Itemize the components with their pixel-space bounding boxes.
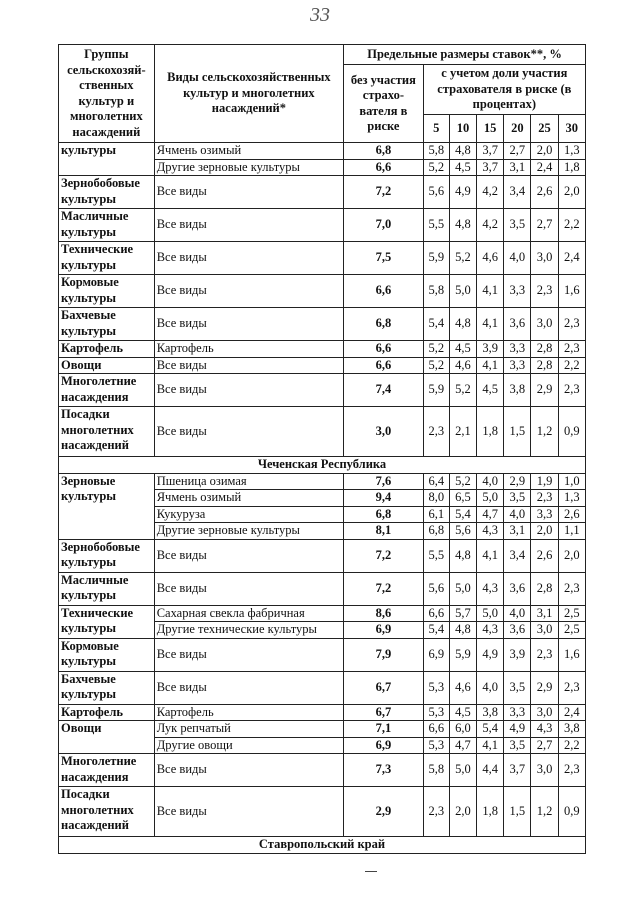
rate-cell: 3,4	[504, 539, 531, 572]
kind-cell: Все виды	[154, 308, 343, 341]
rate-cell: 3,8	[504, 374, 531, 407]
kind-cell: Другие зерновые культуры	[154, 159, 343, 176]
rate-cell: 2,3	[531, 638, 558, 671]
rate-cell: 6,9	[423, 638, 449, 671]
rate-cell: 3,3	[531, 506, 558, 523]
table-row	[59, 275, 586, 308]
rate-without-cell: 9,4	[344, 490, 424, 507]
rate-without-cell: 7,4	[344, 374, 424, 407]
group-cell: Масличные культуры	[59, 572, 155, 605]
rate-cell: 6,1	[423, 506, 449, 523]
rate-cell: 2,7	[504, 143, 531, 160]
group-cell: Посадки многолетних насаждений	[59, 787, 155, 837]
rate-cell: 2,3	[558, 754, 585, 787]
rate-without-cell: 7,5	[344, 242, 424, 275]
rate-cell: 4,8	[449, 209, 476, 242]
rate-cell: 2,6	[558, 506, 585, 523]
rate-cell: 3,0	[531, 308, 558, 341]
group-cell: Картофель	[59, 341, 155, 358]
rate-without-cell: 8,6	[344, 605, 424, 622]
group-cell: Овощи	[59, 357, 155, 374]
rate-cell: 3,1	[504, 159, 531, 176]
rate-cell: 2,8	[531, 572, 558, 605]
rate-cell: 1,0	[558, 473, 585, 490]
rate-cell: 3,1	[531, 605, 558, 622]
table-row	[59, 308, 586, 341]
kind-cell: Все виды	[154, 242, 343, 275]
rate-cell: 2,8	[531, 357, 558, 374]
kind-cell: Все виды	[154, 176, 343, 209]
table-row	[59, 143, 586, 160]
page-number: 33	[310, 4, 330, 26]
group-cell: Зернобобовые культуры	[59, 176, 155, 209]
group-cell: культуры	[59, 143, 155, 176]
rate-cell: 5,2	[423, 341, 449, 358]
rate-cell: 3,5	[504, 209, 531, 242]
rate-cell: 2,0	[531, 143, 558, 160]
rate-cell: 6,8	[423, 523, 449, 540]
table-row	[59, 242, 586, 275]
rate-cell: 4,6	[477, 242, 504, 275]
table-row	[59, 209, 586, 242]
rate-without-cell: 6,8	[344, 143, 424, 160]
region-row	[59, 457, 586, 474]
rate-cell: 3,7	[477, 159, 504, 176]
rate-cell: 2,3	[531, 275, 558, 308]
table-row	[59, 787, 586, 837]
rate-without-cell: 6,8	[344, 506, 424, 523]
rate-cell: 5,6	[423, 572, 449, 605]
header-share: 20	[504, 115, 531, 143]
rate-without-cell: 7,2	[344, 572, 424, 605]
rate-cell: 4,0	[504, 242, 531, 275]
rate-without-cell: 6,6	[344, 275, 424, 308]
rate-without-cell: 6,7	[344, 671, 424, 704]
group-cell: Бахчевые культуры	[59, 671, 155, 704]
kind-cell: Сахарная свекла фабричная	[154, 605, 343, 622]
rate-cell: 2,0	[531, 523, 558, 540]
rate-cell: 3,0	[531, 704, 558, 721]
region-title: Ставропольский край	[59, 837, 586, 854]
header-with: с учетом доли участия страхователя в риске (в процентах)	[423, 65, 585, 115]
rate-cell: 1,8	[558, 159, 585, 176]
rate-cell: 0,9	[558, 407, 585, 457]
region-title: Чеченская Республика	[59, 457, 586, 474]
insurance-rates-table	[58, 44, 586, 854]
table-row	[59, 754, 586, 787]
rate-without-cell: 7,6	[344, 473, 424, 490]
table-row	[59, 539, 586, 572]
rate-cell: 4,1	[477, 737, 504, 754]
rate-cell: 1,5	[504, 407, 531, 457]
header-limits: Предельные размеры ставок**, %	[344, 45, 586, 65]
rate-cell: 2,3	[558, 572, 585, 605]
rate-cell: 3,3	[504, 275, 531, 308]
rate-cell: 5,4	[449, 506, 476, 523]
rate-cell: 4,8	[449, 308, 476, 341]
table-row	[59, 704, 586, 721]
rate-cell: 4,1	[477, 275, 504, 308]
rate-cell: 2,5	[558, 622, 585, 639]
group-cell: Кормовые культуры	[59, 275, 155, 308]
table-row	[59, 176, 586, 209]
rate-cell: 2,9	[531, 374, 558, 407]
header-share: 25	[531, 115, 558, 143]
rate-cell: 4,3	[477, 622, 504, 639]
group-cell: Масличные культуры	[59, 209, 155, 242]
rate-cell: 4,0	[504, 506, 531, 523]
table-row	[59, 605, 586, 622]
rate-cell: 5,2	[449, 242, 476, 275]
rate-cell: 4,5	[477, 374, 504, 407]
rate-cell: 3,9	[477, 341, 504, 358]
kind-cell: Картофель	[154, 704, 343, 721]
rate-cell: 2,9	[504, 473, 531, 490]
rate-cell: 6,0	[449, 721, 476, 738]
rate-cell: 2,8	[531, 341, 558, 358]
rate-cell: 2,1	[449, 407, 476, 457]
rate-cell: 5,3	[423, 704, 449, 721]
kind-cell: Все виды	[154, 374, 343, 407]
rate-cell: 4,5	[449, 704, 476, 721]
rate-cell: 1,1	[558, 523, 585, 540]
kind-cell: Все виды	[154, 407, 343, 457]
rate-cell: 2,3	[558, 374, 585, 407]
header-share: 30	[558, 115, 585, 143]
kind-cell: Все виды	[154, 572, 343, 605]
rate-without-cell: 7,9	[344, 638, 424, 671]
rate-cell: 1,6	[558, 638, 585, 671]
rate-cell: 8,0	[423, 490, 449, 507]
rate-cell: 2,4	[558, 704, 585, 721]
group-cell: Картофель	[59, 704, 155, 721]
group-cell: Посадки многолетних насаждений	[59, 407, 155, 457]
rate-cell: 6,6	[423, 721, 449, 738]
rate-cell: 2,2	[558, 357, 585, 374]
rate-cell: 5,2	[449, 473, 476, 490]
rate-cell: 3,6	[504, 572, 531, 605]
rate-cell: 5,5	[423, 539, 449, 572]
rate-cell: 4,7	[449, 737, 476, 754]
group-cell: Овощи	[59, 721, 155, 754]
kind-cell: Все виды	[154, 275, 343, 308]
rate-cell: 4,3	[531, 721, 558, 738]
rate-cell: 3,0	[531, 622, 558, 639]
rate-cell: 5,4	[477, 721, 504, 738]
rate-cell: 5,6	[449, 523, 476, 540]
table-row	[59, 374, 586, 407]
table-row	[59, 671, 586, 704]
rate-without-cell: 6,9	[344, 622, 424, 639]
kind-cell: Другие зерновые культуры	[154, 523, 343, 540]
header-share: 5	[423, 115, 449, 143]
table-row	[59, 341, 586, 358]
rate-cell: 1,2	[531, 787, 558, 837]
footer-mark	[365, 871, 377, 872]
rate-cell: 3,8	[558, 721, 585, 738]
header-kind: Виды сельскохозяйственных культур и многолетних насаждений*	[154, 45, 343, 143]
region-row	[59, 837, 586, 854]
rate-cell: 2,7	[531, 737, 558, 754]
rate-cell: 5,9	[423, 374, 449, 407]
rate-cell: 2,6	[531, 539, 558, 572]
rate-cell: 1,2	[531, 407, 558, 457]
rate-cell: 4,8	[449, 539, 476, 572]
rate-cell: 1,9	[531, 473, 558, 490]
rate-cell: 4,0	[504, 605, 531, 622]
rate-without-cell: 8,1	[344, 523, 424, 540]
rate-cell: 5,0	[449, 572, 476, 605]
rate-cell: 3,6	[504, 308, 531, 341]
kind-cell: Все виды	[154, 671, 343, 704]
rate-without-cell: 3,0	[344, 407, 424, 457]
rate-cell: 4,2	[477, 176, 504, 209]
rate-cell: 5,0	[449, 275, 476, 308]
rate-cell: 3,3	[504, 704, 531, 721]
kind-cell: Все виды	[154, 787, 343, 837]
rate-cell: 4,0	[477, 671, 504, 704]
rate-without-cell: 2,9	[344, 787, 424, 837]
rate-cell: 0,9	[558, 787, 585, 837]
rate-cell: 4,1	[477, 308, 504, 341]
rate-cell: 4,9	[449, 176, 476, 209]
table-row	[59, 473, 586, 490]
rate-cell: 3,5	[504, 737, 531, 754]
rate-cell: 5,8	[423, 143, 449, 160]
kind-cell: Другие овощи	[154, 737, 343, 754]
rate-cell: 3,7	[504, 754, 531, 787]
header-share: 10	[449, 115, 476, 143]
header-without: без участия страхо-вателя в риске	[344, 65, 424, 143]
rate-cell: 2,3	[423, 407, 449, 457]
rate-cell: 2,4	[531, 159, 558, 176]
rate-cell: 5,5	[423, 209, 449, 242]
rate-without-cell: 6,9	[344, 737, 424, 754]
rate-cell: 2,9	[531, 671, 558, 704]
rate-cell: 4,5	[449, 341, 476, 358]
rate-without-cell: 7,1	[344, 721, 424, 738]
rate-cell: 2,6	[531, 176, 558, 209]
rate-cell: 3,0	[531, 242, 558, 275]
rate-cell: 6,6	[423, 605, 449, 622]
header-group: Группы сельскохозяй-ственных культур и многолетних насаждений	[59, 45, 155, 143]
kind-cell: Все виды	[154, 209, 343, 242]
rate-cell: 3,9	[504, 638, 531, 671]
rate-cell: 4,8	[449, 143, 476, 160]
rate-cell: 1,3	[558, 490, 585, 507]
rate-cell: 4,5	[449, 159, 476, 176]
rate-cell: 5,4	[423, 622, 449, 639]
rate-cell: 1,6	[558, 275, 585, 308]
group-cell: Многолетние насаждения	[59, 374, 155, 407]
rate-cell: 4,9	[477, 638, 504, 671]
rate-cell: 2,3	[558, 671, 585, 704]
rate-cell: 1,3	[558, 143, 585, 160]
rate-cell: 4,1	[477, 539, 504, 572]
rate-cell: 2,0	[558, 176, 585, 209]
rate-cell: 4,6	[449, 671, 476, 704]
rate-cell: 4,4	[477, 754, 504, 787]
rate-cell: 1,8	[477, 407, 504, 457]
rate-cell: 4,2	[477, 209, 504, 242]
kind-cell: Все виды	[154, 638, 343, 671]
rate-cell: 2,5	[558, 605, 585, 622]
rate-without-cell: 7,3	[344, 754, 424, 787]
rate-cell: 4,9	[504, 721, 531, 738]
rate-cell: 5,8	[423, 754, 449, 787]
rate-cell: 2,3	[558, 308, 585, 341]
rate-without-cell: 6,6	[344, 341, 424, 358]
group-cell: Зерновые культуры	[59, 473, 155, 539]
rate-cell: 1,5	[504, 787, 531, 837]
kind-cell: Лук репчатый	[154, 721, 343, 738]
table-row	[59, 357, 586, 374]
rate-cell: 3,6	[504, 622, 531, 639]
table-row	[59, 721, 586, 738]
rate-cell: 2,2	[558, 737, 585, 754]
rate-cell: 5,9	[423, 242, 449, 275]
group-cell: Бахчевые культуры	[59, 308, 155, 341]
rate-cell: 4,3	[477, 523, 504, 540]
rate-without-cell: 7,0	[344, 209, 424, 242]
table-row	[59, 407, 586, 457]
rate-cell: 3,8	[477, 704, 504, 721]
rate-without-cell: 6,8	[344, 308, 424, 341]
rate-cell: 2,0	[449, 787, 476, 837]
rate-cell: 3,7	[477, 143, 504, 160]
rate-without-cell: 6,6	[344, 357, 424, 374]
rate-cell: 4,3	[477, 572, 504, 605]
rate-cell: 5,0	[449, 754, 476, 787]
rate-cell: 2,2	[558, 209, 585, 242]
rate-cell: 4,1	[477, 357, 504, 374]
group-cell: Кормовые культуры	[59, 638, 155, 671]
rate-cell: 4,7	[477, 506, 504, 523]
rate-cell: 2,3	[423, 787, 449, 837]
kind-cell: Все виды	[154, 357, 343, 374]
rate-cell: 1,8	[477, 787, 504, 837]
group-cell: Технические культуры	[59, 242, 155, 275]
header-share: 15	[477, 115, 504, 143]
rate-cell: 4,0	[477, 473, 504, 490]
rate-cell: 6,4	[423, 473, 449, 490]
rate-cell: 4,8	[449, 622, 476, 639]
rate-cell: 5,3	[423, 737, 449, 754]
rate-cell: 6,5	[449, 490, 476, 507]
kind-cell: Ячмень озимый	[154, 143, 343, 160]
rate-cell: 5,9	[449, 638, 476, 671]
rate-cell: 2,4	[558, 242, 585, 275]
rate-cell: 4,6	[449, 357, 476, 374]
kind-cell: Все виды	[154, 539, 343, 572]
rate-cell: 2,7	[531, 209, 558, 242]
kind-cell: Ячмень озимый	[154, 490, 343, 507]
kind-cell: Пшеница озимая	[154, 473, 343, 490]
rate-cell: 3,5	[504, 490, 531, 507]
rate-cell: 2,3	[531, 490, 558, 507]
rate-cell: 5,4	[423, 308, 449, 341]
table-row	[59, 572, 586, 605]
rate-cell: 3,5	[504, 671, 531, 704]
rate-cell: 5,2	[449, 374, 476, 407]
rate-cell: 5,7	[449, 605, 476, 622]
rate-cell: 3,1	[504, 523, 531, 540]
kind-cell: Кукуруза	[154, 506, 343, 523]
kind-cell: Картофель	[154, 341, 343, 358]
rate-cell: 5,0	[477, 490, 504, 507]
group-cell: Технические культуры	[59, 605, 155, 638]
rate-without-cell: 6,7	[344, 704, 424, 721]
rate-cell: 2,0	[558, 539, 585, 572]
rate-without-cell: 7,2	[344, 176, 424, 209]
rate-cell: 5,0	[477, 605, 504, 622]
group-cell: Многолетние насаждения	[59, 754, 155, 787]
rate-cell: 3,3	[504, 357, 531, 374]
rate-cell: 2,3	[558, 341, 585, 358]
group-cell: Зернобобовые культуры	[59, 539, 155, 572]
rate-without-cell: 7,2	[344, 539, 424, 572]
rate-cell: 5,6	[423, 176, 449, 209]
rate-cell: 5,2	[423, 357, 449, 374]
table-row	[59, 638, 586, 671]
rate-cell: 3,0	[531, 754, 558, 787]
kind-cell: Другие технические культуры	[154, 622, 343, 639]
rate-cell: 5,2	[423, 159, 449, 176]
rate-cell: 3,4	[504, 176, 531, 209]
rate-without-cell: 6,6	[344, 159, 424, 176]
rate-cell: 3,3	[504, 341, 531, 358]
rate-cell: 5,3	[423, 671, 449, 704]
kind-cell: Все виды	[154, 754, 343, 787]
rate-cell: 5,8	[423, 275, 449, 308]
